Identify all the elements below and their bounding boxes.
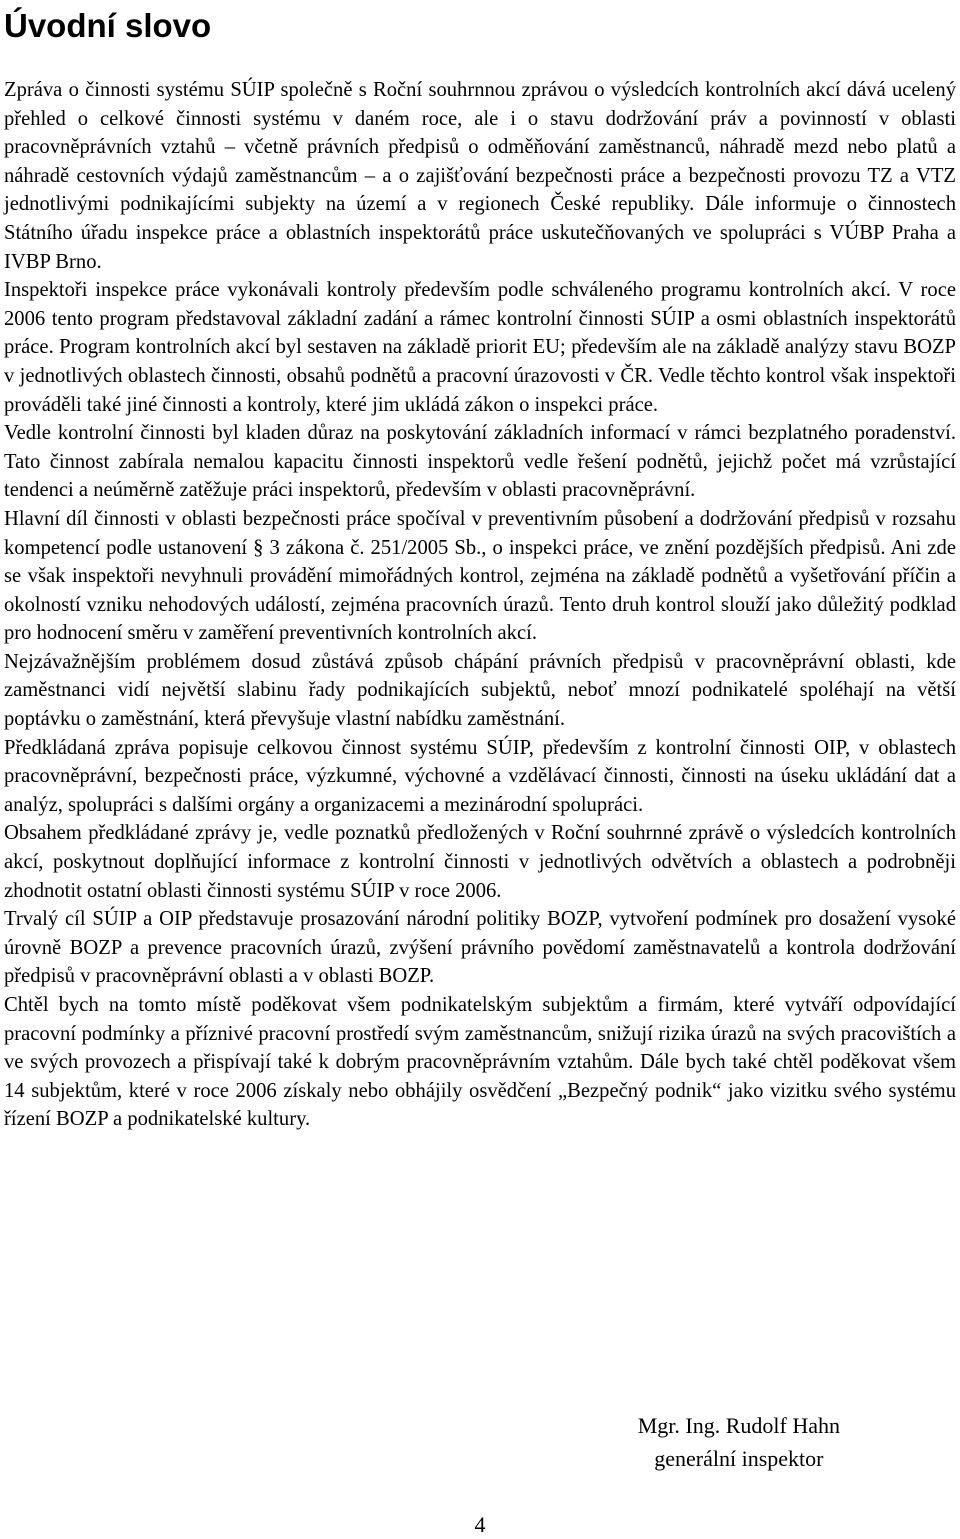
paragraph: Předkládaná zpráva popisuje celkovou činnost systému SÚIP, především z kontrolní činnosti OIP, v oblastech pracovněprávní, bezpečnosti práce, výzkumné, výchovné a vzdělávací činnosti, činnosti na úseku ukládání dat a analýz, spolupráci s dalšími orgány a organizacemi a mezinárodní spolupráci. bbox=[4, 736, 956, 816]
paragraph: Trvalý cíl SÚIP a OIP představuje prosazování národní politiky BOZP, vytvoření podmínek pro dosažení vysoké úrovně BOZP a prevence pracovních úrazů, zvýšení právního povědomí zaměstnavatelů a kontrola dodržování předpisů v pracovněprávní oblasti a v oblasti BOZP. bbox=[4, 908, 956, 988]
paragraph: Vedle kontrolní činnosti byl kladen důraz na poskytování základních informací v rámci bezplatného poradenství. Tato činnost zabírala nemalou kapacitu činnosti inspektorů vedle řešení podnětů, jejichž počet má vzrůstající tendenci a neúměrně zatěžuje práci inspektorů, především v oblasti pracovněprávní. bbox=[4, 422, 956, 502]
signature-name: Mgr. Ing. Rudolf Hahn bbox=[637, 1413, 840, 1438]
paragraph: Inspektoři inspekce práce vykonávali kontroly především podle schváleného programu kontrolních akcí. V roce 2006 tento program představoval základní zadání a rámec kontrolní činnosti SÚIP a osmi oblastních inspektorátů práce. Program kontrolních akcí byl sestaven na základě priorit EU; především ale na základě analýzy stavu BOZP v jednotlivých oblastech činnosti, obsahů podnětů a pracovní úrazovosti v ČR. Vedle těchto kontrol však inspektoři prováděli také jiné činnosti a kontroly, které jim ukládá zákon o inspekci práce. bbox=[4, 279, 956, 416]
paragraph: Zpráva o činnosti systému SÚIP společně s Roční souhrnnou zprávou o výsledcích kontrolních akcí dává ucelený přehled o celkové činnosti systému v daném roce, ale i o stavu dodržování práv a povinností v oblasti pracovněprávních vztahů – včetně právních předpisů o odměňování zaměstnanců, náhradě mezd nebo platů a náhradě cestovních výdajů zaměstnancům – a o zajišťování bezpečnosti práce a bezpečnosti provozu TZ a VTZ jednotlivými podnikajícími subjekty na území a v regionech České republiky. Dále informuje o činnostech Státního úřadu inspekce práce a oblastních inspektorátů práce uskutečňovaných ve spolupráci s VÚBP Praha a IVBP Brno. bbox=[4, 79, 956, 273]
paragraph: Nejzávažnějším problémem dosud zůstává způsob chápání právních předpisů v pracovněprávní oblasti, kde zaměstnanci vidí největší slabinu řady podnikajících subjektů, neboť mnozí podnikatelé spoléhají na větší poptávku o zaměstnání, která převyšuje vlastní nabídku zaměstnání. bbox=[4, 650, 956, 731]
document-body bbox=[4, 76, 956, 1134]
signature-block bbox=[638, 1409, 840, 1475]
signature-role: generální inspektor bbox=[654, 1446, 824, 1471]
paragraph: Hlavní díl činnosti v oblasti bezpečnosti práce spočíval v preventivním působení a dodržování předpisů v rozsahu kompetencí podle ustanovení § 3 zákona č. 251/2005 Sb., o inspekci práce, ve znění pozdějších předpisů. Ani zde se však inspektoři nevyhnuli provádění mimořádných kontrol, zejména na základě podnětů a vyšetřování příčin a okolností vzniku nehodových událostí, zejména pracovních úrazů. Tento druh kontrol slouží jako důležitý podklad pro hodnocení směru v zaměření preventivních kontrolních akcí. bbox=[4, 507, 956, 645]
page-number: 4 bbox=[474, 1512, 486, 1537]
paragraph: Obsahem předkládané zprávy je, vedle poznatků předložených v Roční souhrnné zprávě o výsledcích kontrolních akcí, poskytnout doplňující informace z kontrolní činnosti v jednotlivých odvětvích a oblastech a podrobněji zhodnotit ostatní oblasti činnosti systému SÚIP v roce 2006. bbox=[4, 822, 956, 902]
page-title: Úvodní slovo bbox=[4, 7, 212, 44]
paragraph: Chtěl bych na tomto místě poděkovat všem podnikatelským subjektům a firmám, které vytváří odpovídající pracovní podmínky a příznivé pracovní prostředí svým zaměstnancům, snižují rizika úrazů na svých pracovištích a ve svých provozech a přispívají také k dobrým pracovněprávním vztahům. Dále bych také chtěl poděkovat všem 14 subjektům, které v roce 2006 získaly nebo obhájily osvědčení „Bezpečný podnik“ jako vizitku svého systému řízení BOZP a podnikatelské kultury. bbox=[4, 994, 956, 1131]
